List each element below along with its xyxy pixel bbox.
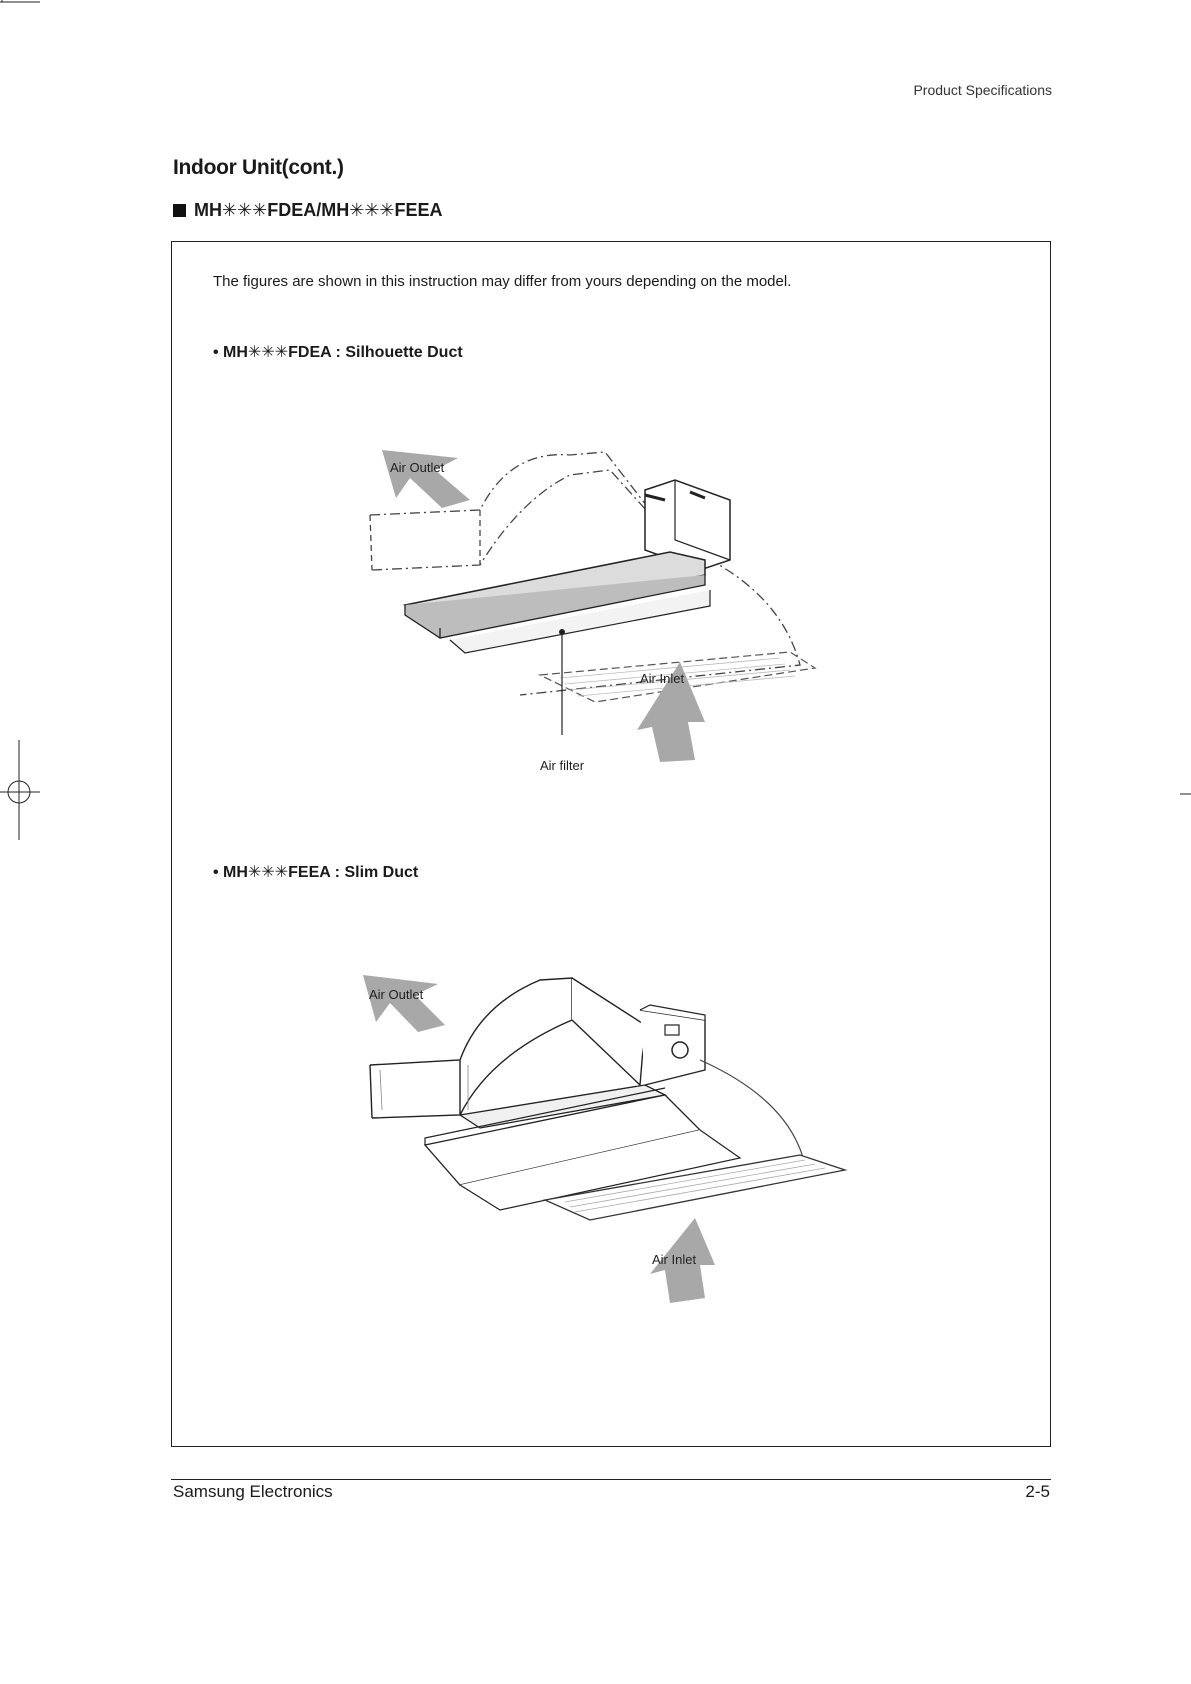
square-bullet-icon (173, 204, 186, 217)
silhouette-duct-figure (360, 440, 880, 780)
figure-1-air-inlet-label: Air Inlet (640, 671, 685, 686)
figure-2-subtitle: • MH✳✳✳FEEA : Slim Duct (213, 864, 419, 881)
running-title: Product Specifications (913, 82, 1052, 98)
figure-1-air-filter-label: Air filter (540, 758, 585, 773)
model-heading (173, 200, 442, 221)
model-codes: MH✳✳✳FDEA/MH✳✳✳FEEA (194, 200, 443, 220)
section-title: Indoor Unit(cont.) (173, 156, 344, 179)
page-number: 2-5 (1025, 1482, 1050, 1501)
footer-rule (171, 1479, 1051, 1480)
figure-1-air-outlet-label: Air Outlet (390, 460, 445, 475)
slim-duct-figure (360, 970, 880, 1310)
disclaimer-note: The figures are shown in this instruction may differ from yours depending on the model. (213, 273, 792, 290)
footer-company: Samsung Electronics (173, 1482, 333, 1501)
figure-2-air-outlet-label: Air Outlet (369, 987, 424, 1002)
figure-1-subtitle: • MH✳✳✳FDEA : Silhouette Duct (213, 344, 463, 361)
figure-2-air-inlet-label: Air Inlet (652, 1252, 697, 1267)
